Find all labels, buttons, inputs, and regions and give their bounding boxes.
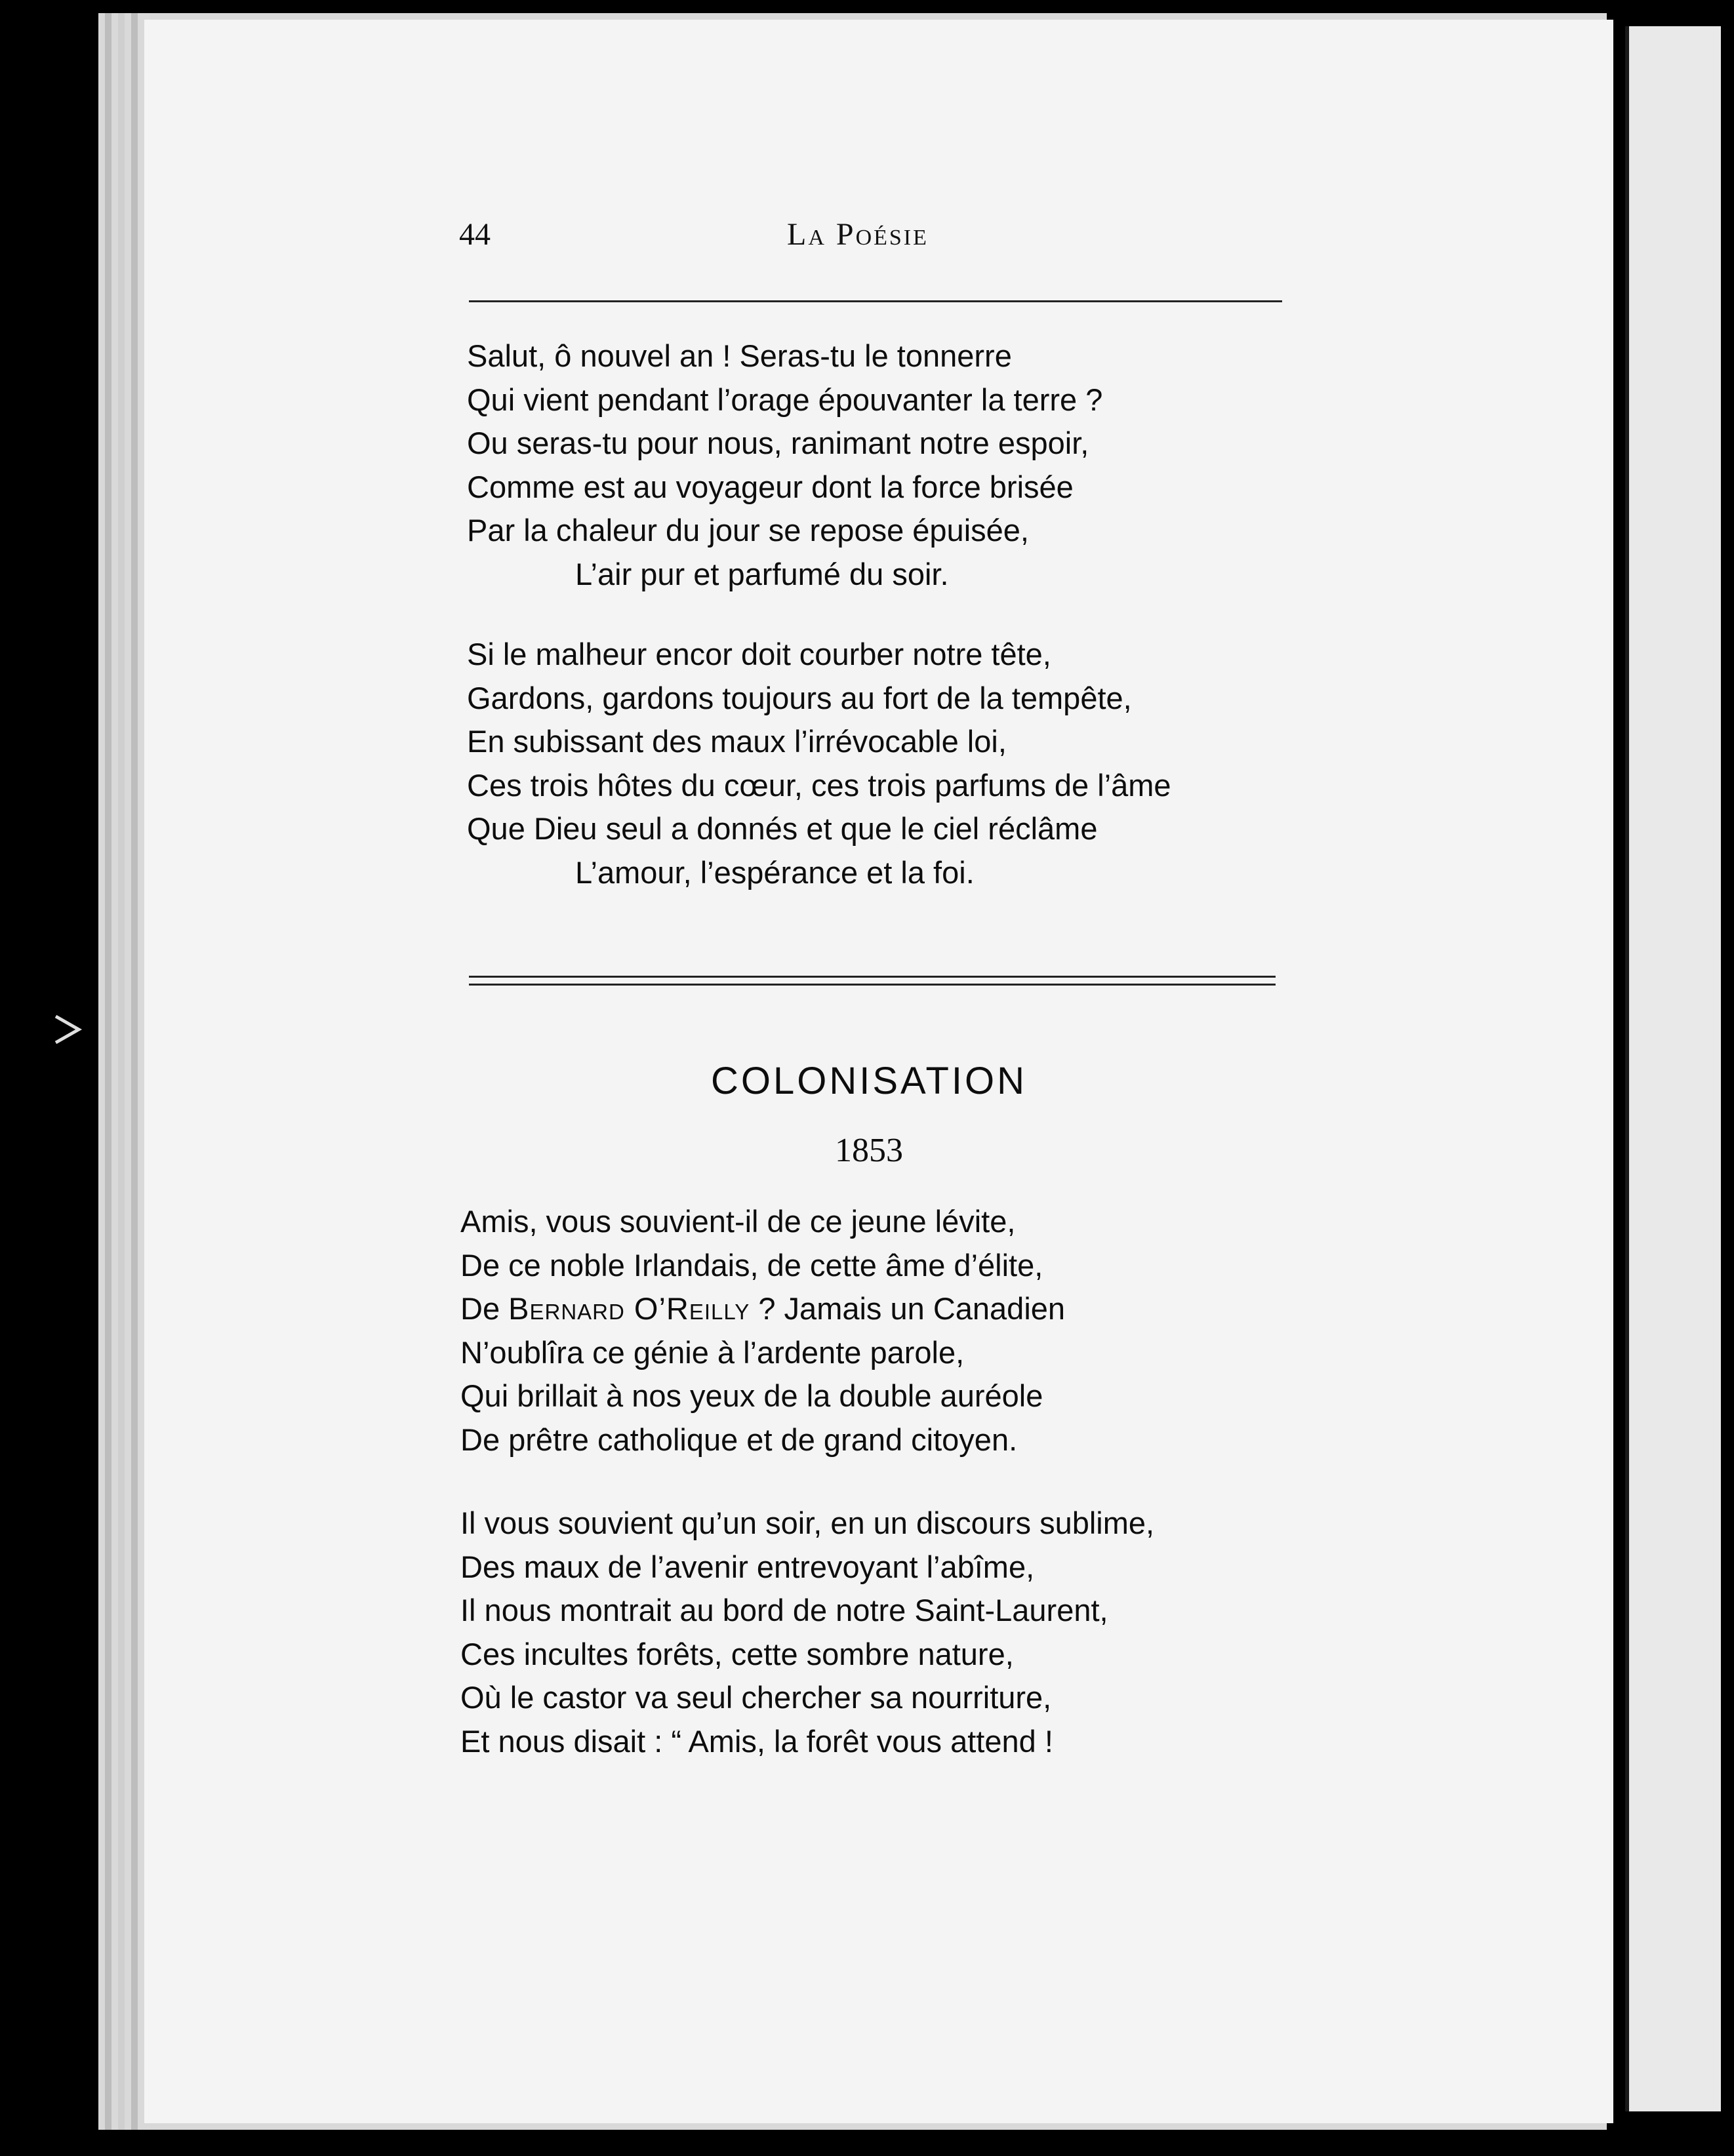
person-name: Bernard O’Reilly (508, 1291, 750, 1326)
section-rule-bottom (469, 984, 1276, 986)
verse-line: Salut, ô nouvel an ! Seras-tu le tonnerre (467, 338, 1012, 373)
verse-line: Des maux de l’avenir entrevoyant l’abîme, (460, 1549, 1035, 1584)
page-edge (105, 13, 111, 2130)
verse-line (460, 1287, 1065, 1331)
verse-text: De (460, 1291, 509, 1326)
verse-line: Gardons, gardons toujours au fort de la tempête, (467, 680, 1132, 715)
verse-line: Ou seras-tu pour nous, ranimant notre espoir, (467, 426, 1089, 460)
poem-title: COLONISATION (711, 1060, 1027, 1102)
page-edge (118, 13, 125, 2130)
adjacent-page-edge (1625, 26, 1721, 2111)
stanza-4 (460, 1502, 1154, 1763)
verse-line: En subissant des maux l’irrévocable loi, (467, 724, 1007, 759)
stanza-1 (467, 334, 1102, 596)
verse-line: Et nous disait : “ Amis, la forêt vous attend ! (460, 1723, 1053, 1759)
verse-line: Comme est au voyageur dont la force brisée (467, 469, 1074, 504)
page-header (459, 216, 1279, 269)
verse-line: Que Dieu seul a donnés et que le ciel réclâme (467, 811, 1098, 846)
verse-text: ? Jamais un Canadien (750, 1291, 1066, 1326)
verse-line: Qui brillait à nos yeux de la double auréole (460, 1378, 1043, 1413)
binding-arrow-mark (52, 1010, 92, 1049)
verse-line: Par la chaleur du jour se repose épuisée, (467, 513, 1029, 548)
running-title: La Poésie (787, 217, 929, 252)
verse-line: L’amour, l’espérance et la foi. (575, 854, 975, 890)
page-edge (131, 13, 138, 2130)
verse-line: Ces trois hôtes du cœur, ces trois parfums de l’âme (467, 767, 1171, 803)
page-number: 44 (459, 217, 491, 252)
stanza-2 (467, 633, 1171, 894)
verse-line: Si le malheur encor doit courber notre tête, (467, 637, 1051, 671)
verse-line: Amis, vous souvient-il de ce jeune lévite, (460, 1204, 1016, 1239)
verse-line: Où le castor va seul chercher sa nourriture, (460, 1680, 1052, 1715)
verse-line: De ce noble Irlandais, de cette âme d’élite, (460, 1247, 1043, 1283)
verse-line: L’air pur et parfumé du soir. (575, 556, 949, 591)
verse-line: Qui vient pendant l’orage épouvanter la terre ? (467, 382, 1103, 417)
stanza-3 (460, 1200, 1065, 1462)
header-rule (469, 300, 1282, 302)
section-rule-top (469, 976, 1276, 978)
verse-line: De prêtre catholique et de grand citoyen. (460, 1422, 1018, 1457)
verse-line: Il nous montrait au bord de notre Saint-Laurent, (460, 1593, 1108, 1627)
verse-line: Ces incultes forêts, cette sombre nature, (460, 1636, 1014, 1671)
verse-line: N’oublîra ce génie à l’ardente parole, (460, 1334, 965, 1370)
poem-year: 1853 (835, 1132, 903, 1169)
verse-line: Il vous souvient qu’un soir, en un discours sublime, (460, 1506, 1155, 1540)
